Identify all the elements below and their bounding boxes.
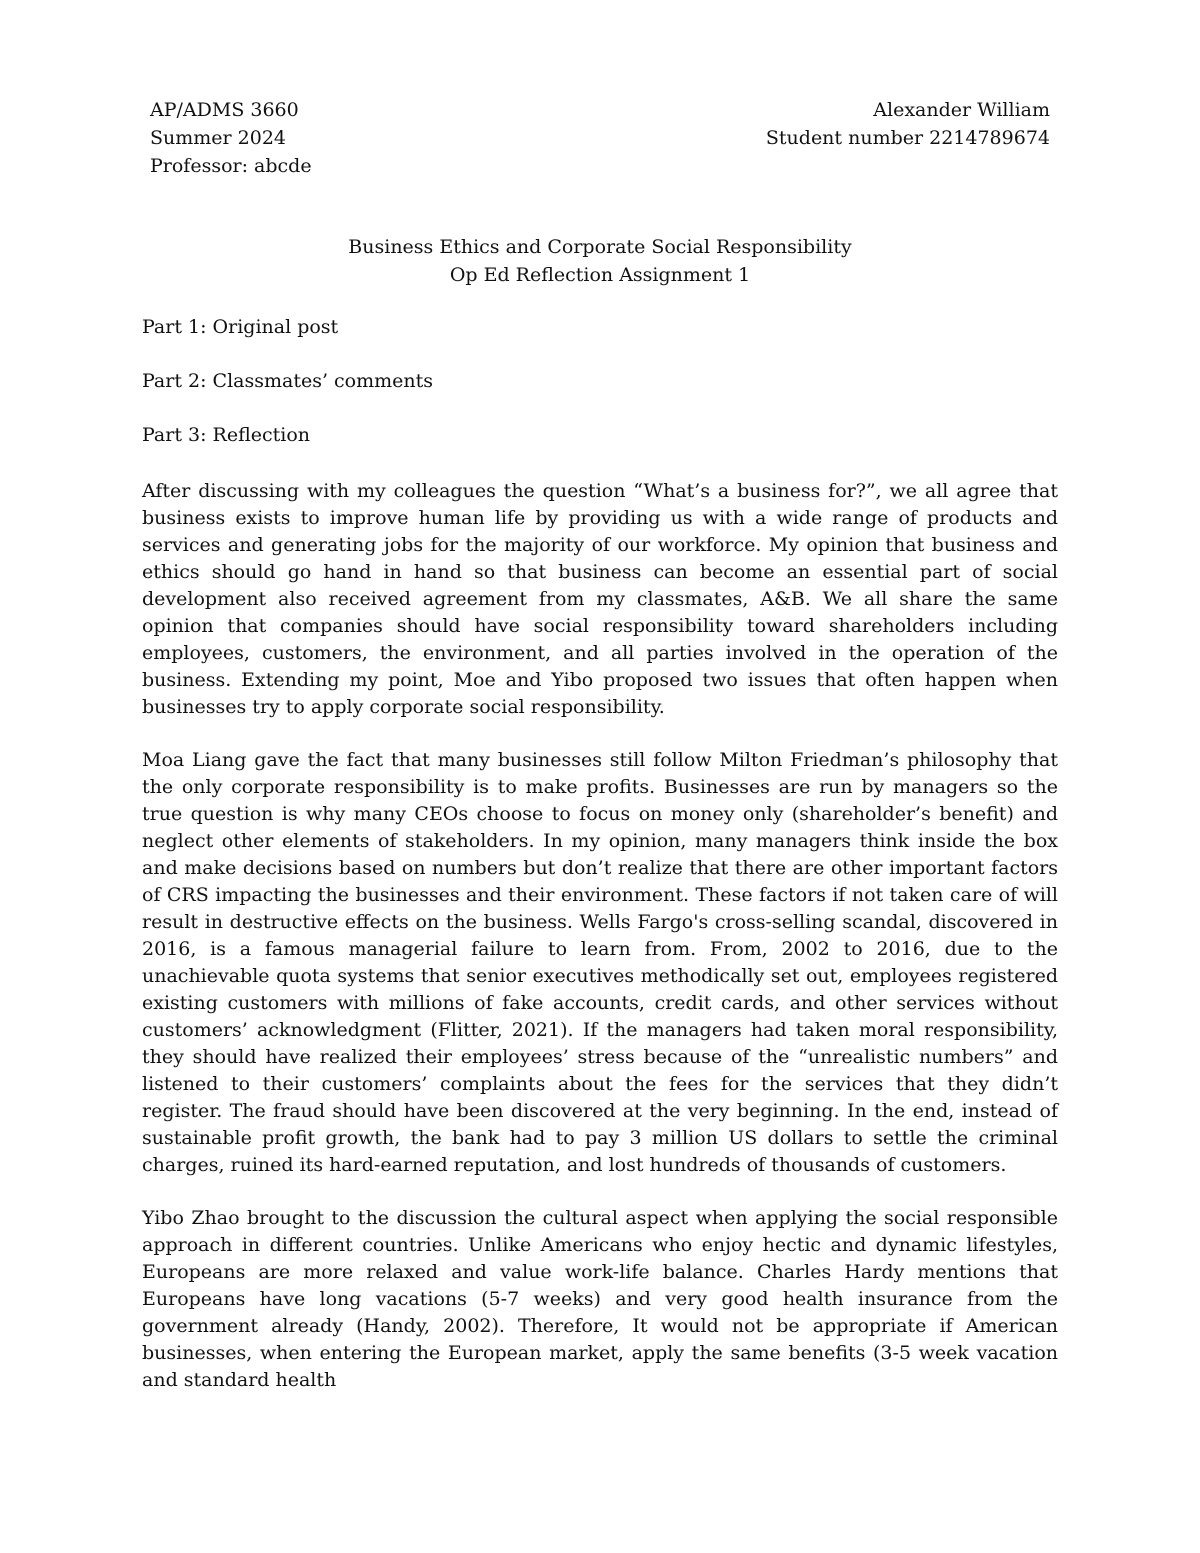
document-title	[150, 233, 1050, 289]
paragraph-intro: After discussing with my colleagues the question “What’s a business for?”, we all agree that business exists to improve human life by providing us with a wide range of products and services and generating jobs for the majority of our workforce. My opinion that business and ethics should go hand in hand so that business can become an essential part of social development also received agreement from my classmates, A&B. We all share the same opinion that companies should have social responsibility toward shareholders including employees, customers, the environment, and all parties involved in the operation of the business. Extending my point, Moe and Yibo proposed two issues that often happen when businesses try to apply corporate social responsibility.	[142, 480, 1058, 718]
course-info	[150, 96, 550, 180]
term: Summer 2024	[150, 127, 287, 149]
parts-list	[142, 313, 1058, 475]
part-2-heading: Part 2: Classmates’ comments	[142, 370, 434, 392]
student-name: Alexander William	[873, 99, 1050, 121]
paragraph-moa-liang: Moa Liang gave the fact that many businesses still follow Milton Friedman’s philosophy that the only corporate responsibility is to make profits. Businesses are run by managers so the true question is why many CEOs choose to focus on money only (shareholder’s benefit) and neglect other elements of stakeholders. In my opinion, many managers think inside the box and make decisions based on numbers but don’t realize that there are other important factors of CRS impacting the businesses and their environment. These factors if not taken care of will result in destructive effects on the business. Wells Fargo's cross-selling scandal, discovered in 2016, is a famous managerial failure to learn from. From, 2002 to 2016, due to the unachievable quota systems that senior executives methodically set out, employees registered existing customers with millions of fake accounts, credit cards, and other services without customers’ acknowledgment (Flitter, 2021). If the managers had taken moral responsibility, they should have realized their employees’ stress because of the “unrealistic numbers” and listened to their customers’ complaints about the fees for the services that they didn’t register. The fraud should have been discovered at the very beginning. In the end, instead of sustainable profit growth, the bank had to pay 3 million US dollars to settle the criminal charges, ruined its hard-earned reputation, and lost hundreds of thousands of customers.	[142, 749, 1058, 1176]
course-title: Business Ethics and Corporate Social Responsibility	[348, 236, 852, 258]
student-info	[550, 96, 1050, 152]
assignment-title: Op Ed Reflection Assignment 1	[449, 264, 751, 286]
professor: Professor: abcde	[150, 155, 312, 177]
paragraph-yibo-zhao: Yibo Zhao brought to the discussion the cultural aspect when applying the social responsible approach in different countries. Unlike Americans who enjoy hectic and dynamic lifestyles, Europeans are more relaxed and value work-life balance. Charles Hardy mentions that Europeans have long vacations (5-7 weeks) and very good health insurance from the government already (Handy, 2002). Therefore, It would not be appropriate if American businesses, when entering the European market, apply the same benefits (3-5 week vacation and standard health	[142, 1207, 1058, 1391]
part-3-heading: Part 3: Reflection	[142, 424, 311, 446]
reflection-body	[142, 478, 1058, 1420]
part-1-heading: Part 1: Original post	[142, 316, 339, 338]
student-number: Student number 2214789674	[765, 127, 1050, 149]
course-code: AP/ADMS 3660	[150, 99, 299, 121]
